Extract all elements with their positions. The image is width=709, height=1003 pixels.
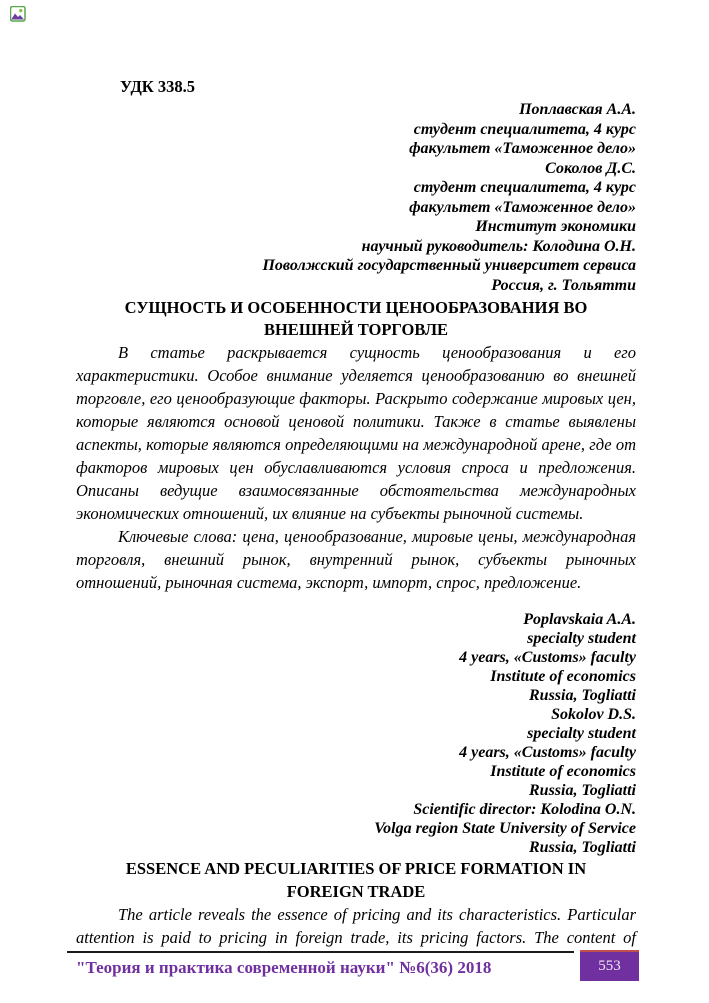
udk-code: УДК 338.5 [120, 77, 196, 96]
author-line-en: Volga region State University of Service [374, 820, 636, 837]
article-title-ru: СУЩНОСТЬ И ОСОБЕННОСТИ ЦЕНООБРАЗОВАНИЯ ВО ВНЕШНЕЙ ТОРГОВЛЕ [124, 298, 588, 339]
author-line-ru: факультет «Таможенное дело» [409, 198, 636, 216]
author-line-en: Institute of economics [490, 763, 636, 780]
authors-block-ru [76, 100, 636, 295]
author-line-en: Scientific director: Kolodina O.N. [413, 801, 636, 818]
author-line-en: Russia, Togliatti [529, 839, 636, 856]
abstract-ru: В статье раскрывается сущность ценообразования и его характеристики. Особое внимание уделяется ценообразованию во внешней торговле, его ценообразующие факторы. Раскрыто содержание мировых цен, которые являются основой ценовой политики. Также в статье выявлены аспекты, которые являются определяющими на международной арене, где от факторов мировых цен обуславливаются условия спроса и предложения. Описаны ведущие взаимосвязанные обстоятельства международных экономических отношений, их влияние на субъекты рыночной системы. [76, 343, 636, 523]
footer-rule [67, 951, 574, 953]
author-line-ru: Поволжский государственный университет сервиса [262, 257, 636, 274]
author-line-en: Russia, Togliatti [529, 782, 636, 799]
broken-image-icon [10, 6, 28, 24]
article-body [76, 76, 636, 949]
author-line-ru: Соколов Д.С. [545, 159, 636, 177]
author-line-ru: Поплавская А.А. [519, 101, 636, 118]
author-line-en: 4 years, «Customs» faculty [459, 744, 636, 761]
authors-block-en [76, 610, 636, 857]
author-line-ru: студент специалитета, 4 курс [413, 120, 636, 138]
author-line-en: specialty student [527, 725, 636, 742]
author-line-ru: научный руководитель: Колодина О.Н. [361, 237, 636, 255]
page-number-badge [580, 950, 639, 981]
author-line-en: Poplavskaia A.A. [523, 611, 636, 628]
journal-title: "Теория и практика современной науки" №6(36) 2018 [76, 958, 492, 977]
author-line-ru: факультет «Таможенное дело» [409, 140, 636, 157]
author-line-en: 4 years, «Customs» faculty [459, 649, 636, 666]
author-line-ru: Институт экономики [475, 218, 636, 235]
author-line-en: Russia, Togliatti [529, 687, 636, 704]
author-line-ru: Россия, г. Тольятти [491, 276, 636, 294]
author-line-en: Institute of economics [490, 668, 636, 685]
author-line-en: specialty student [527, 630, 636, 647]
author-line-ru: студент специалитета, 4 курс [413, 179, 636, 196]
abstract-en: The article reveals the essence of pricing and its characteristics. Particular attention is paid to pricing in foreign trade, its pricing factors. The content of [76, 905, 636, 947]
keywords-ru: Ключевые слова: цена, ценообразование, мировые цены, международная торговля, внешний рынок, внутренний рынок, субъекты рыночных отношений, рыночная система, экспорт, импорт, спрос, предложение. [76, 527, 636, 592]
author-line-en: Sokolov D.S. [551, 706, 636, 723]
article-title-en: ESSENCE AND PECULIARITIES OF PRICE FORMATION IN FOREIGN TRADE [125, 859, 587, 901]
page-number: 553 [598, 958, 621, 974]
